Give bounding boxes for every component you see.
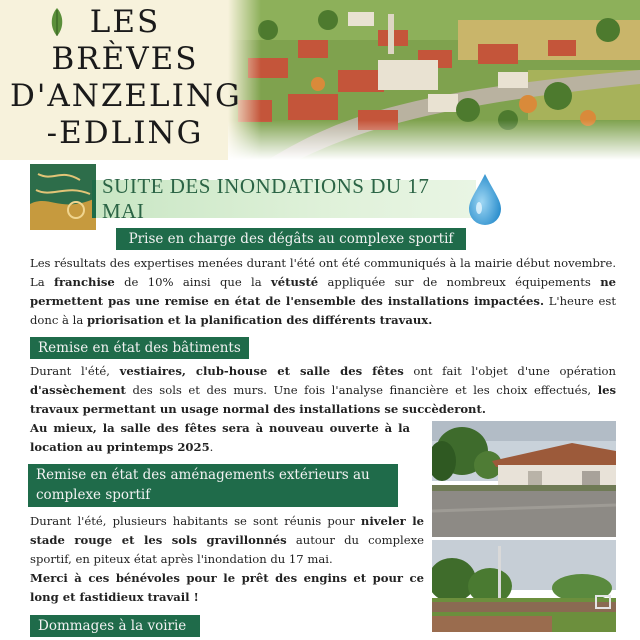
section-heading-exterior bbox=[28, 464, 398, 507]
water-drop-icon bbox=[466, 172, 504, 226]
section-paragraph-2b bbox=[30, 419, 410, 457]
title-line-1: LES bbox=[89, 4, 161, 40]
page-header bbox=[0, 0, 640, 160]
article-banner bbox=[92, 174, 476, 223]
text-run: autour du complexe sportif, en piteux état après l'inondation du 17 mai. bbox=[30, 533, 424, 566]
section-paragraph-3 bbox=[30, 512, 424, 569]
section-heading-buildings bbox=[30, 337, 249, 359]
village-aerial-photo bbox=[228, 0, 640, 160]
section-heading-roads bbox=[30, 615, 200, 637]
section-heading-line-2: complexe sportif bbox=[36, 487, 151, 503]
section-heading-text: Dommages à la voirie bbox=[38, 618, 187, 634]
decorative-tile bbox=[30, 164, 96, 230]
bold-text-run: Au mieux, la salle des fêtes sera à nouveau ouverte à la location au printemps 2025 bbox=[30, 421, 410, 454]
bold-text-run: d'assèchement bbox=[30, 383, 126, 397]
bold-text-run: les travaux permettant un usage normal des installations se succèderont. bbox=[30, 383, 616, 416]
section-paragraph-2 bbox=[30, 362, 616, 419]
sports-complex-building-photo bbox=[432, 421, 616, 537]
section-heading-line-1: Remise en état des aménagements extérieurs au bbox=[36, 467, 370, 483]
text-run: Durant l'été, bbox=[30, 364, 120, 378]
title-line-4: -EDLING bbox=[46, 115, 204, 151]
text-run: ont fait l'objet d'une opération bbox=[403, 364, 616, 378]
text-run: . bbox=[209, 440, 214, 454]
text-run: de 10% ainsi que la bbox=[114, 275, 272, 289]
text-run: Durant l'été, plusieurs habitants se sont réunis pour bbox=[30, 514, 361, 528]
bold-text-run: ne permettent pas une remise en état de l'ensemble des installations impactées. bbox=[30, 275, 616, 308]
section-paragraph-3b bbox=[30, 569, 424, 607]
newsletter-title bbox=[10, 4, 240, 152]
bold-text-run: vétusté bbox=[271, 275, 319, 289]
text-run: Les résultats des expertises menées durant l'été ont été communiqués à la mairie début novembre. La bbox=[30, 256, 616, 289]
bold-text-run: priorisation et la planification des différents travaux. bbox=[86, 313, 433, 327]
bold-text-run: niveler le stade rouge et les sols gravillonnés bbox=[30, 514, 424, 547]
text-run: L'heure est donc à la bbox=[30, 294, 616, 327]
title-line-2: BRÈVES bbox=[51, 41, 199, 77]
banner-title: SUITE DES INONDATIONS DU 17 MAI bbox=[102, 174, 430, 223]
section-heading-damage-support bbox=[116, 228, 466, 250]
text-run: des sols et des murs. Une fois l'analyse financière et les choix effectués, bbox=[125, 383, 598, 397]
section-heading-text: Remise en état des bâtiments bbox=[38, 340, 241, 356]
sports-field-photo bbox=[432, 540, 616, 632]
bold-text-run: franchise bbox=[53, 275, 115, 289]
section-heading-text: Prise en charge des dégâts au complexe sportif bbox=[128, 231, 454, 247]
bold-text-run: Merci à ces bénévoles pour le prêt des engins et pour ce long et fastidieux travail ! bbox=[30, 571, 424, 604]
title-line-3: D'ANZELING bbox=[10, 78, 242, 114]
bold-text-run: vestiaires, club-house et salle des fêtes bbox=[119, 364, 404, 378]
section-paragraph-1 bbox=[30, 254, 616, 330]
text-run: appliquée sur de nombreux équipements bbox=[318, 275, 601, 289]
